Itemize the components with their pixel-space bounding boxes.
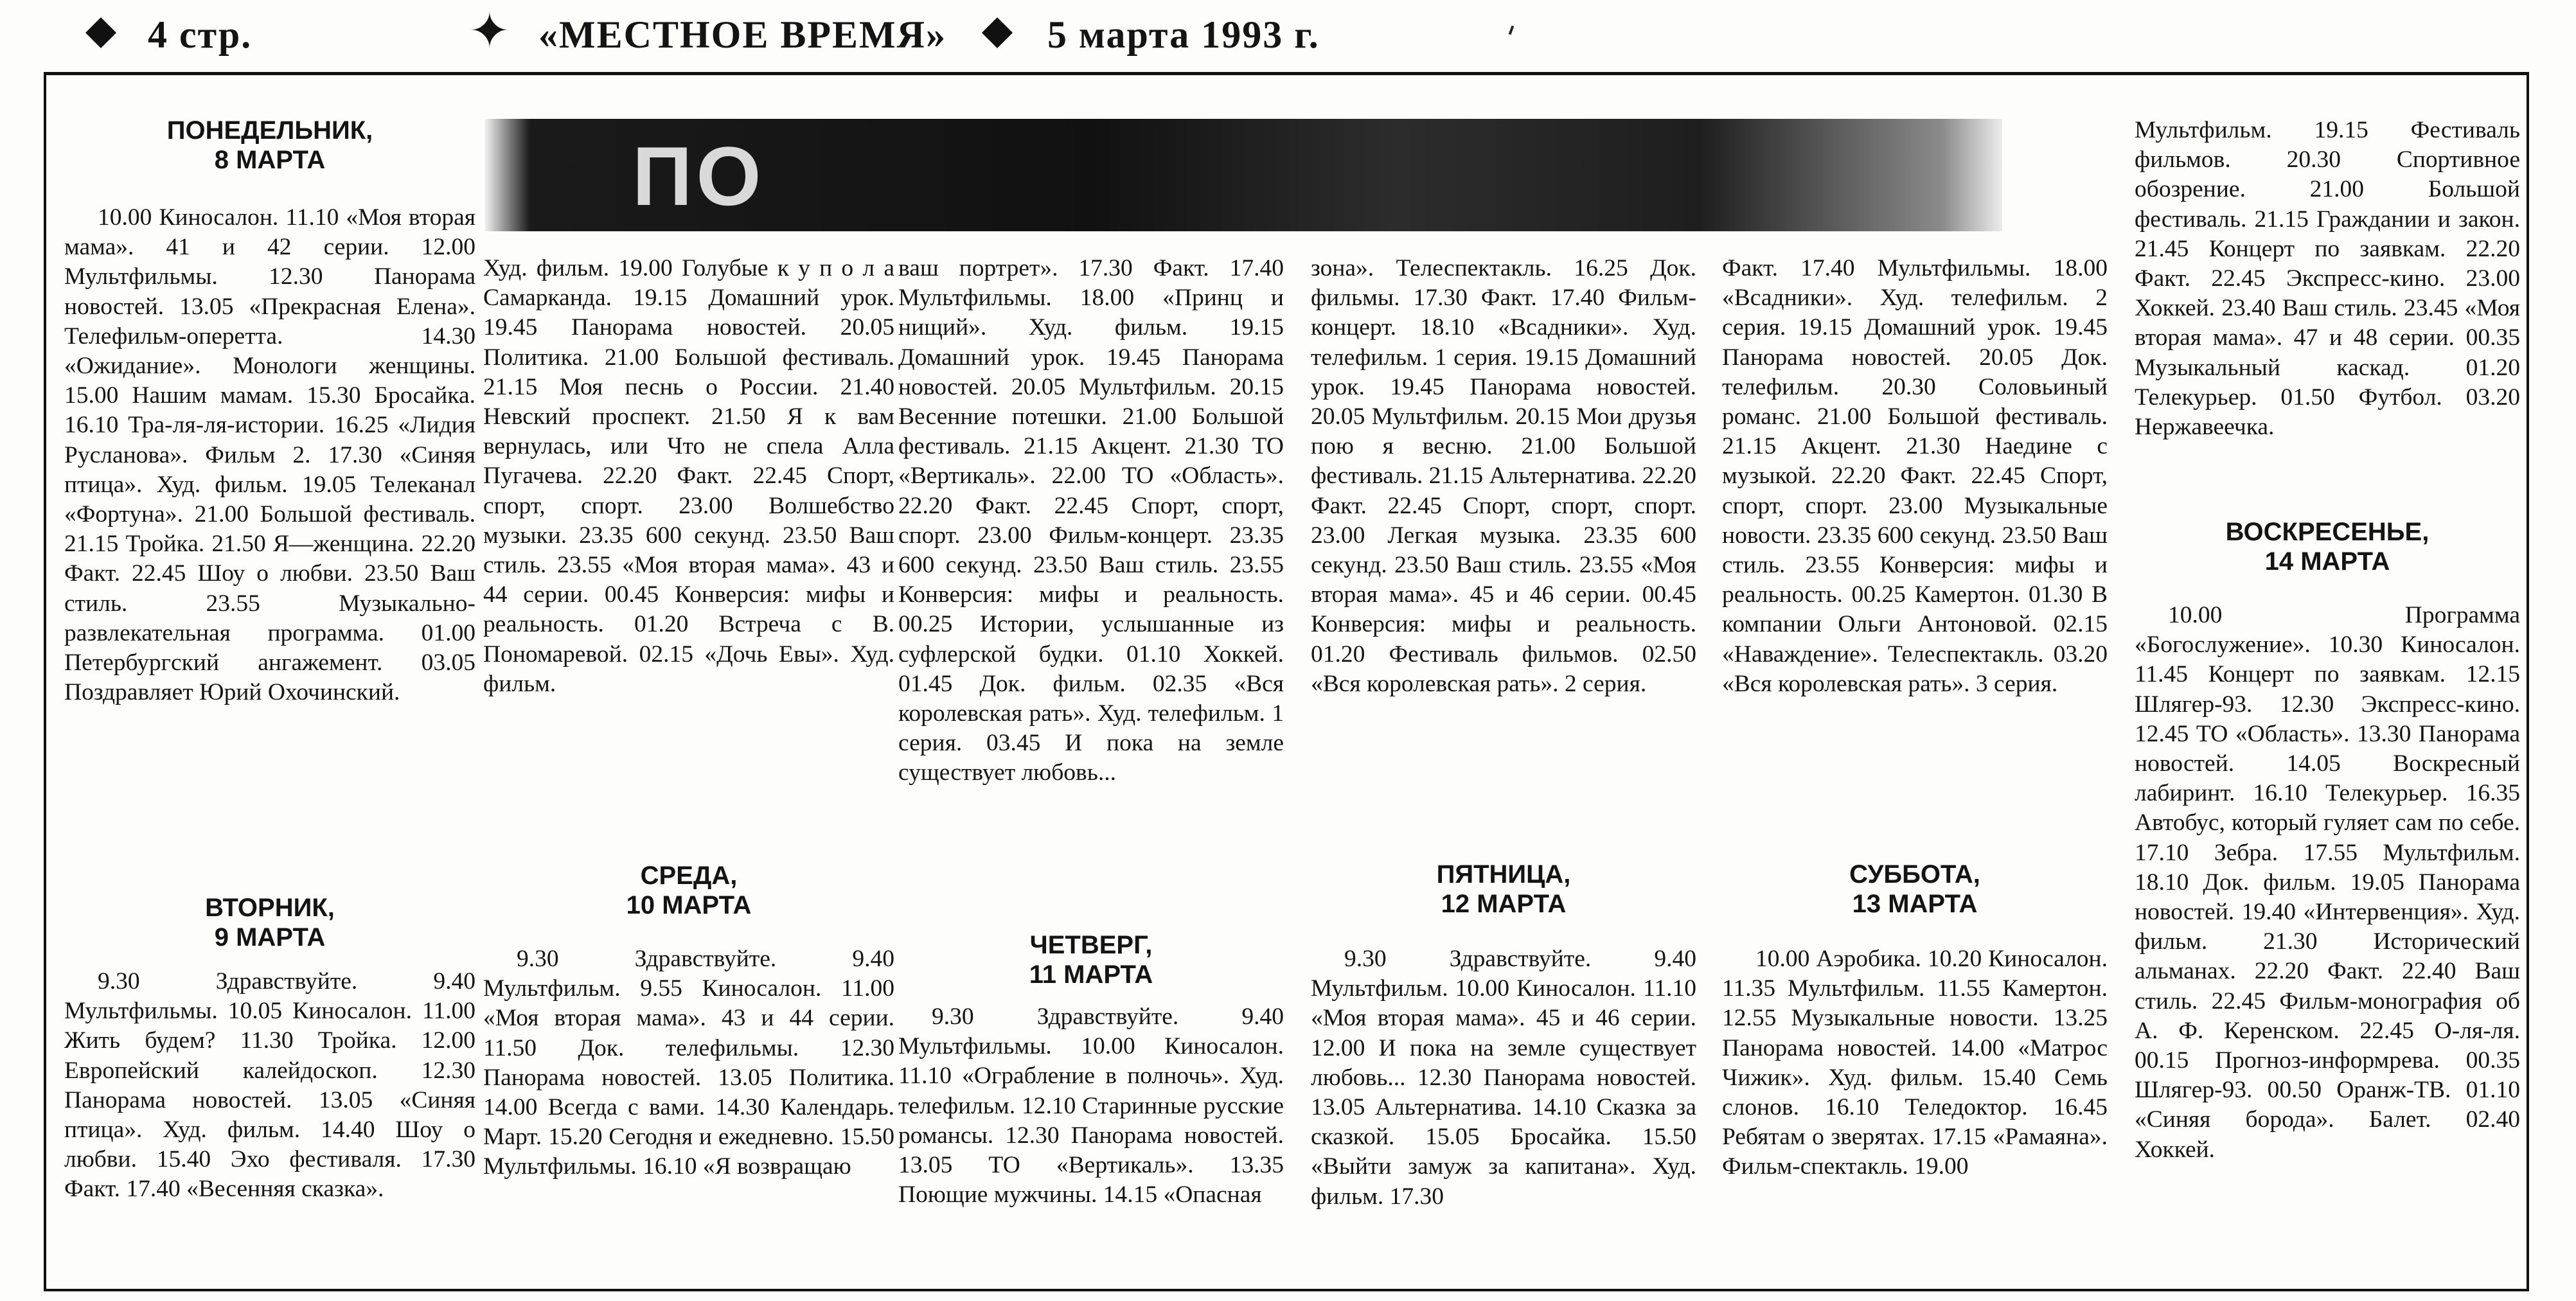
issue-date: 5 марта 1993 г. <box>1047 13 1320 56</box>
day-date: 12 МАРТА <box>1441 890 1567 918</box>
day-heading-sunday <box>2135 517 2520 576</box>
schedule-thursday <box>898 1002 1284 1210</box>
day-name: ПОНЕДЕЛЬНИК, <box>166 116 373 145</box>
section-banner <box>484 119 2002 231</box>
page-number: 4 стр. <box>148 13 253 56</box>
schedule-thursday-continued <box>1311 254 1696 699</box>
schedule-friday-continued <box>1722 254 2108 699</box>
day-heading-monday <box>64 116 475 175</box>
banner-title: ПО <box>632 129 765 223</box>
schedule-tuesday <box>64 967 475 1205</box>
schedule-sunday <box>2135 601 2520 1165</box>
schedule-text: зона». Телеспектакль. 16.25 Док. фильмы. 17.30 Факт. 17.40 Фильм-концерт. 18.10 «Всадники». Худ. телефильм. 1 серия. 19.15 Домашний урок. 19.45 Панорама новостей. 20.05 Мультфильм. 20.15 Мои друзья пою я весню. 21.00 Большой фестиваль. 21.15 Альтернатива. 22.20 Факт. 22.45 Спорт, спорт, спорт. 23.00 Легкая музыка. 23.35 600 секунд. 23.50 Ваш стиль. 23.55 «Моя вторая мама». 45 и 46 серии. 00.45 Конверсия: мифы и реальность. 01.20 Фестиваль фильмов. 02.50 «Вся королевская рать». 2 серия. <box>1311 255 1696 697</box>
day-name: СРЕДА, <box>640 862 738 890</box>
schedule-text: 9.30 Здравствуйте. 9.40 Мультфильм. 10.00 Киносалон. 11.10 «Моя вторая мама». 45 и 46 серии. 12.00 И пока на земле существует любовь... 12.30 Панорама новостей. 13.05 Альтернатива. 14.10 Сказка за сказкой. 15.05 Бросайка. 15.50 «Выйти замуж за капитана». Худ. фильм. 17.30 <box>1311 946 1696 1210</box>
schedule-text: Мультфильм. 19.15 Фестиваль фильмов. 20.30 Спортивное обозрение. 21.00 Большой фестиваль. 21.15 Граждании и закон. 21.45 Концерт по заявкам. 22.20 Факт. 22.45 Экспресс-кино. 23.00 Хоккей. 23.40 Ваш стиль. 23.45 «Моя вторая мама». 47 и 48 серии. 00.35 Музыкальный каскад. 01.20 Телекурьер. 01.50 Футбол. 03.20 Нержавеечка. <box>2135 117 2520 441</box>
print-mark <box>1509 26 1515 35</box>
diamond-icon <box>85 17 116 48</box>
schedule-text: 10.00 Аэробика. 10.20 Киносалон. 11.35 Мультфильм. 11.55 Камертон. 12.55 Музыкальные новости. 13.25 Панорама новостей. 14.00 «Матрос Чижик». Худ. фильм. 15.40 Семь слонов. 16.10 Теледоктор. 16.45 Ребятам о зверятах. 17.15 «Рамаяна». Фильм-спектакль. 19.00 <box>1722 946 2108 1180</box>
day-heading-saturday <box>1722 860 2108 919</box>
day-heading-tuesday <box>64 893 475 952</box>
day-date: 8 МАРТА <box>214 146 326 174</box>
day-heading-thursday <box>898 930 1284 989</box>
schedule-saturday <box>1722 944 2108 1182</box>
schedule-friday <box>1311 944 1696 1212</box>
schedule-text: 9.30 Здравствуйте. 9.40 Мультфильм. 9.55 Киносалон. 11.00 «Моя вторая мама». 43 и 44 серии. 11.50 Док. телефильмы. 12.30 Панорама новостей. 13.05 Политика. 14.00 Всегда с вами. 14.30 Календарь. Март. 15.20 Сегодня и ежедневно. 15.50 Мультфильмы. 16.10 «Я возвращаю <box>483 946 894 1180</box>
schedule-wednesday <box>483 944 894 1182</box>
day-heading-friday <box>1311 860 1696 919</box>
day-date: 9 МАРТА <box>214 923 326 951</box>
day-date: 11 МАРТА <box>1029 960 1153 989</box>
newspaper-title: «МЕСТНОЕ ВРЕМЯ» <box>538 13 947 56</box>
day-name: СУББОТА, <box>1849 860 1980 889</box>
page-header <box>0 0 2576 74</box>
schedule-monday <box>64 203 475 707</box>
schedule-text: 9.30 Здравствуйте. 9.40 Мультфильмы. 10.00 Киносалон. 11.10 «Ограбление в полночь». Худ. телефильм. 12.10 Старинные русские романсы. 12.30 Панорама новостей. 13.05 ТО «Вертикаль». 13.35 Поющие мужчины. 14.15 «Опасная <box>898 1004 1284 1208</box>
day-date: 14 МАРТА <box>2264 547 2390 576</box>
diamond-icon <box>982 17 1013 48</box>
day-name: ВОСКРЕСЕНЬЕ, <box>2225 518 2429 546</box>
schedule-text: Худ. фильм. 19.00 Голубые к у п о л а Самарканда. 19.15 Домашний урок. 19.45 Панорама новостей. 20.05 Политика. 21.00 Большой фестиваль. 21.15 Моя песнь о России. 21.40 Невский проспект. 21.50 Я к вам вернулась, или Что не спела Алла Пугачева. 22.20 Факт. 22.45 Спорт, спорт, спорт. 23.00 Волшебство музыки. 23.35 600 секунд. 23.50 Ваш стиль. 23.55 «Моя вторая мама». 43 и 44 серии. 00.45 Конверсия: мифы и реальность. 01.20 Встреча с В. Пономаревой. 02.15 «Дочь Евы». Худ. фильм. <box>483 255 894 697</box>
day-name: ВТОРНИК, <box>205 894 335 922</box>
day-date: 13 МАРТА <box>1852 890 1978 918</box>
schedule-wednesday-continued <box>898 254 1284 788</box>
star-icon: ✦ <box>469 2 510 59</box>
day-name: ЧЕТВЕРГ, <box>1029 931 1153 959</box>
schedule-text: 10.00 Программа «Богослужение». 10.30 Киносалон. 11.45 Концерт по заявкам. 12.15 Шлягер-93. 12.30 Экспресс-кино. 12.45 ТО «Область». 13.30 Панорама новостей. 14.05 Воскресный лабиринт. 16.10 Телекурьер. 16.35 Автобус, который гуляет сам по себе. 17.10 Зебра. 17.55 Мультфильм. 18.10 Док. фильм. 19.05 Панорама новостей. 19.40 «Интервенция». Худ. фильм. 21.30 Исторический альманах. 22.20 Факт. 22.40 Ваш стиль. 22.45 Фильм-монография об А. Ф. Керенском. 22.45 О-ля-ля. 00.15 Прогноз-информрева. 00.35 Шлягер-93. 00.50 Оранж-ТВ. 01.10 «Синяя борода». Балет. 02.40 Хоккей. <box>2135 602 2520 1163</box>
schedule-text: ваш портрет». 17.30 Факт. 17.40 Мультфильмы. 18.00 «Принц и нищий». Худ. фильм. 19.15 Домашний урок. 19.45 Панорама новостей. 20.05 Мультфильм. 20.15 Весенние потешки. 21.00 Большой фестиваль. 21.15 Акцент. 21.30 ТО «Вертикаль». 22.00 ТО «Область». 22.20 Факт. 22.45 Спорт, спорт, спорт. 23.00 Фильм-концерт. 23.35 600 секунд. 23.50 Ваш стиль. 23.55 Конверсия: мифы и реальность. 00.25 Истории, услышанные из суфлерской будки. 01.10 Хоккей. 01.45 Док. фильм. 02.35 «Вся королевская рать». Худ. телефильм. 1 серия. 03.45 И пока на земле существует любовь... <box>898 255 1284 786</box>
schedule-text: 9.30 Здравствуйте. 9.40 Мультфильмы. 10.05 Киносалон. 11.00 Жить будем? 11.30 Тройка. 12.00 Европейский калейдоскоп. 12.30 Панорама новостей. 13.05 «Синяя птица». Худ. фильм. 14.40 Шоу о любви. 15.40 Эхо фестиваля. 17.30 Факт. 17.40 «Весенняя сказка». <box>64 968 475 1203</box>
day-heading-wednesday <box>483 861 894 920</box>
schedule-saturday-continued <box>2135 116 2520 442</box>
schedule-tuesday-continued <box>483 254 894 699</box>
day-name: ПЯТНИЦА, <box>1436 860 1571 889</box>
day-date: 10 МАРТА <box>626 891 752 919</box>
schedule-text: 10.00 Киносалон. 11.10 «Моя вторая мама». 41 и 42 серии. 12.00 Мультфильмы. 12.30 Панорама новостей. 13.05 «Прекрасная Елена». Телефильм-оперетта. 14.30 «Ожидание». Монологи женщины. 15.00 Нашим мамам. 15.30 Бросайка. 16.10 Тра-ля-ля-истории. 16.25 «Лидия Русланова». Фильм 2. 17.30 «Синяя птица». Худ. фильм. 19.05 Телеканал «Фортуна». 21.00 Большой фестиваль. 21.15 Тройка. 21.50 Я—женщина. 22.20 Факт. 22.45 Шоу о любви. 23.50 Ваш стиль. 23.55 Музыкально-развлекательная программа. 01.00 Петербургский ангажемент. 03.05 Поздравляет Юрий Охочинский. <box>64 204 475 706</box>
schedule-text: Факт. 17.40 Мультфильмы. 18.00 «Всадники». Худ. телефильм. 2 серия. 19.15 Домашний урок. 19.45 Панорама новостей. 20.05 Док. телефильм. 20.30 Соловьиный романс. 21.00 Большой фестиваль. 21.15 Акцент. 21.30 Наедине с музыкой. 22.20 Факт. 22.45 Спорт, спорт, спорт. 23.00 Музыкальные новости. 23.35 600 секунд. 23.50 Ваш стиль. 23.55 Конверсия: мифы и реальность. 00.25 Камертон. 01.30 В компании Ольги Антоновой. 02.15 «Наваждение». Телеспектакль. 03.20 «Вся королевская рать». 3 серия. <box>1722 255 2108 697</box>
